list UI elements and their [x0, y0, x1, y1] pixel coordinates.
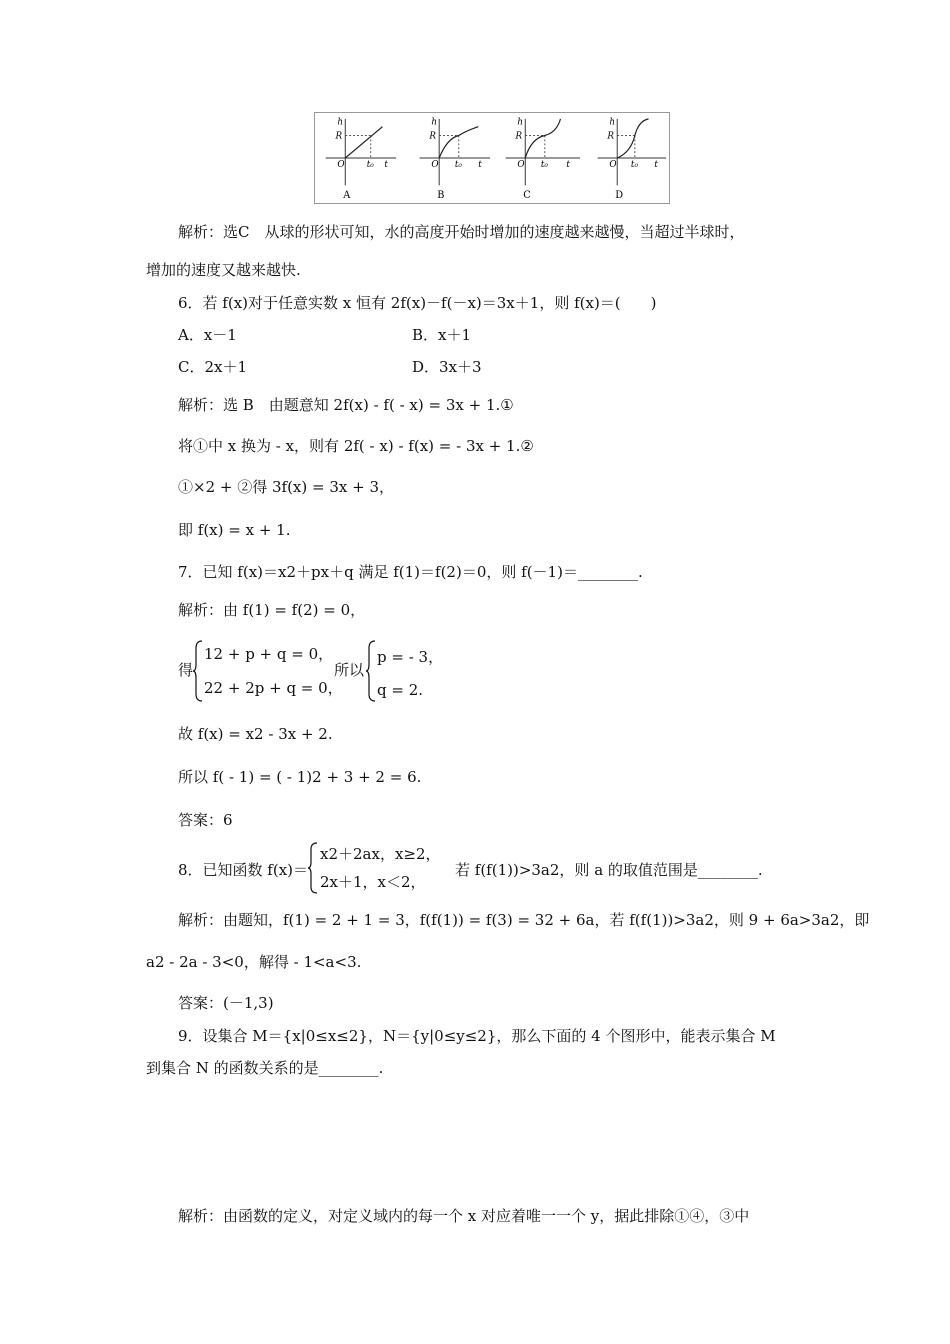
svg-text:t: t [654, 159, 658, 170]
svg-text:t₀: t₀ [630, 159, 638, 170]
panel-c [506, 118, 580, 201]
graph-figure [314, 112, 670, 204]
panel-d [598, 118, 666, 201]
svg-text:B: B [437, 190, 445, 202]
svg-text:h: h [337, 117, 344, 128]
answer-8: 答案：(－1,3) [178, 994, 274, 1012]
panel-b [420, 118, 490, 201]
option-6d: D．3x＋3 [412, 358, 482, 376]
solution-7-line1: 解析：由 f(1) = f(2) = 0， [178, 601, 366, 619]
svg-text:t: t [566, 159, 570, 170]
solution-9-line1: 解析：由函数的定义，对定义域内的每一个 x 对应着唯一一个 y，据此排除①④，③中 [178, 1207, 750, 1225]
svg-text:O: O [517, 159, 525, 170]
question-8-pre: 8．已知函数 f(x)＝ [178, 861, 309, 879]
solution-7-de: 得 [178, 661, 194, 679]
system-eq-2: 22 + 2p + q = 0， [204, 679, 343, 697]
curve-a [345, 127, 382, 158]
solution-5-line1: 解析：选C 从球的形状可知，水的高度开始时增加的速度越来越慢，当超过半球时， [178, 223, 745, 241]
solution-6-line4: 即 f(x) = x + 1. [178, 521, 291, 539]
question-9-line2: 到集合 N 的函数关系的是________. [146, 1059, 384, 1077]
system-eq-1: 12 + p + q = 0， [204, 645, 334, 663]
question-6: 6．若 f(x)对于任意实数 x 恒有 2f(x)－f(－x)＝3x＋1，则 f(x)＝( ) [178, 294, 657, 312]
option-6c: C．2x＋1 [178, 358, 248, 376]
option-6b: B．x＋1 [412, 326, 472, 344]
piecewise-case-1: x2＋2ax，x≥2， [320, 845, 441, 863]
svg-text:O: O [609, 159, 617, 170]
svg-text:h: h [609, 117, 616, 128]
brace-left-3 [308, 842, 318, 894]
graph-svg [315, 113, 669, 203]
question-9-line1: 9．设集合 M＝{x|0≤x≤2}，N＝{y|0≤y≤2}，那么下面的 4 个图形中，能表示集合 M [178, 1027, 776, 1045]
answer-7: 答案：6 [178, 811, 233, 829]
question-8-post: 若 f(f(1))>3a2，则 a 的取值范围是________. [455, 861, 763, 879]
svg-text:h: h [517, 117, 524, 128]
curve-c [525, 119, 560, 158]
svg-text:h: h [431, 117, 438, 128]
curve-d [617, 119, 648, 158]
svg-text:t₀: t₀ [540, 159, 548, 170]
solution-7-so: 所以 [334, 661, 365, 679]
curve-b [439, 127, 478, 158]
svg-text:R: R [607, 131, 615, 142]
svg-text:t₀: t₀ [366, 159, 374, 170]
option-6a: A．x－1 [178, 326, 237, 344]
svg-text:C: C [523, 190, 531, 202]
brace-left-1 [193, 640, 203, 702]
svg-text:R: R [515, 131, 523, 142]
svg-text:D: D [615, 190, 624, 202]
svg-text:O: O [431, 159, 439, 170]
svg-text:A: A [343, 190, 351, 202]
svg-text:t₀: t₀ [454, 159, 462, 170]
svg-text:t: t [384, 159, 388, 170]
svg-text:R: R [429, 131, 437, 142]
svg-text:O: O [337, 159, 345, 170]
solution-6-line1: 解析：选 B 由题意知 2f(x) - f( - x) = 3x + 1.① [178, 396, 514, 414]
solution-7-line2: 故 f(x) = x2 - 3x + 2. [178, 725, 333, 743]
result-eq-1: p = - 3， [377, 648, 444, 666]
solution-8-line1: 解析：由题知，f(1) = 2 + 1 = 3，f(f(1)) = f(3) = 32 + 6a，若 f(f(1))>3a2，则 9 + 6a>3a2，即 [178, 911, 870, 929]
solution-8-line2: a2 - 2a - 3<0，解得 - 1<a<3. [146, 953, 362, 971]
svg-text:R: R [335, 131, 343, 142]
panel-a [326, 118, 396, 201]
solution-6-line3: ①×2 + ②得 3f(x) = 3x + 3， [178, 478, 394, 496]
piecewise-case-2: 2x＋1，x＜2， [320, 873, 426, 891]
brace-left-2 [366, 640, 376, 702]
solution-7-line3: 所以 f( - 1) = ( - 1)2 + 3 + 2 = 6. [178, 768, 422, 786]
svg-text:t: t [478, 159, 482, 170]
result-eq-2: q = 2. [377, 681, 424, 699]
question-7: 7．已知 f(x)＝x2＋px＋q 满足 f(1)＝f(2)＝0，则 f(－1)＝________. [178, 563, 643, 581]
solution-5-line2: 增加的速度又越来越快. [146, 261, 301, 279]
solution-6-line2: 将①中 x 换为 - x，则有 2f( - x) - f(x) = - 3x + 1.② [178, 437, 534, 455]
